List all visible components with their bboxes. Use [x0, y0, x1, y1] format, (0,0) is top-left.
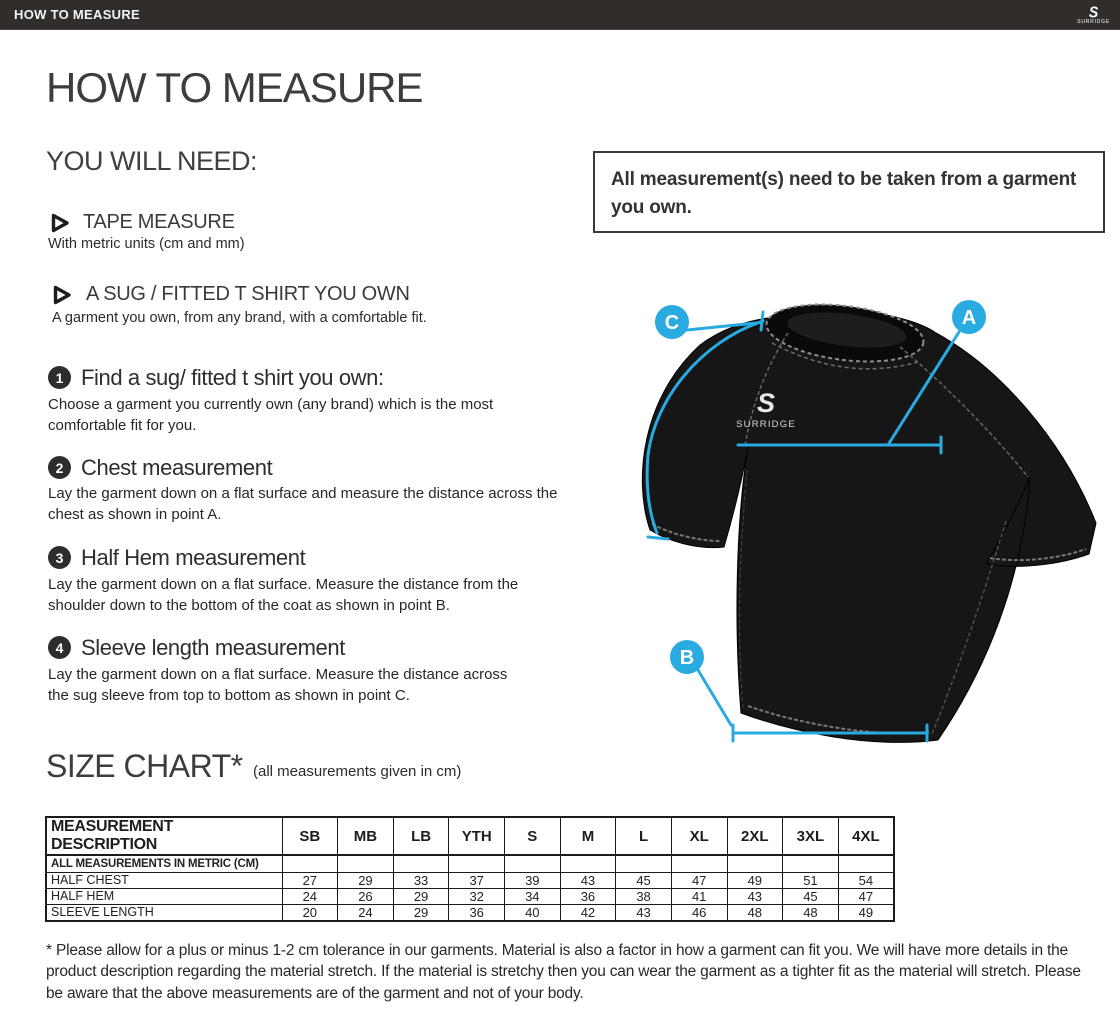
need-item-title: TAPE MEASURE: [83, 211, 235, 233]
value-cell: 29: [393, 888, 449, 904]
column-header: LB: [393, 817, 449, 855]
value-cell: 43: [616, 904, 672, 921]
label-c: C: [664, 312, 680, 334]
value-cell: 29: [393, 904, 449, 921]
value-cell: 37: [449, 872, 505, 888]
tolerance-footnote: * Please allow for a plus or minus 1-2 cm tolerance in our garments. Material is also a factor in how a garment can fit you. We will have more details in the product description regarding the material stretch. If the material is stretchy then you can wear the garment as a tighter fit as the material will stretch. Please be aware that the above measurements are of the garment and not of your body.: [46, 942, 1081, 1002]
size-chart-subtitle: (all measurements given in cm): [253, 763, 462, 780]
value-cell: 27: [282, 872, 338, 888]
column-header: XL: [671, 817, 727, 855]
value-cell: 36: [449, 904, 505, 921]
value-cell: 48: [783, 904, 839, 921]
label-connector-b: [698, 670, 731, 725]
value-cell: 42: [560, 904, 616, 921]
value-cell: 20: [282, 904, 338, 921]
row-label: SLEEVE LENGTH: [46, 904, 282, 921]
empty-cell: [616, 855, 672, 872]
table-row: [46, 904, 894, 921]
step-title: Find a sug/ fitted t shirt you own:: [81, 365, 384, 390]
label-b: B: [679, 647, 695, 669]
shirt-logo-word: SURRIDGE: [736, 419, 796, 430]
step-description: Lay the garment down on a flat surface. Measure the distance from the shoulder down to the bottom of the coat as shown in point B.: [48, 576, 519, 614]
surridge-logo-mark-icon: S: [1088, 2, 1099, 21]
empty-cell: [838, 855, 894, 872]
step-number-badge: 4: [48, 636, 71, 659]
step-number-badge: 1: [48, 366, 71, 389]
size-chart-heading: SIZE CHART*: [46, 748, 243, 784]
step-number-badge: 3: [48, 546, 71, 569]
value-cell: 39: [505, 872, 561, 888]
value-cell: 49: [838, 904, 894, 921]
value-cell: 54: [838, 872, 894, 888]
value-cell: 48: [727, 904, 783, 921]
play-triangle-icon: [50, 213, 70, 233]
empty-cell: [505, 855, 561, 872]
tshirt-measurement-diagram: [580, 280, 1120, 780]
value-cell: 32: [449, 888, 505, 904]
measure-tick-c-top: [761, 312, 763, 330]
value-cell: 29: [338, 872, 394, 888]
value-cell: 47: [838, 888, 894, 904]
value-cell: 34: [505, 888, 561, 904]
column-header: L: [616, 817, 672, 855]
value-cell: 33: [393, 872, 449, 888]
row-label: HALF HEM: [46, 888, 282, 904]
value-cell: 45: [616, 872, 672, 888]
value-cell: 38: [616, 888, 672, 904]
surridge-logo-word: SURRIDGE: [1077, 18, 1110, 25]
step-title: Chest measurement: [81, 455, 273, 480]
value-cell: 40: [505, 904, 561, 921]
metric-note-row: [46, 855, 894, 872]
step-description: Lay the garment down on a flat surface and measure the distance across the chest as shown in point A.: [48, 485, 558, 523]
empty-cell: [449, 855, 505, 872]
top-bar: [0, 0, 1120, 30]
step-description: Lay the garment down on a flat surface. Measure the distance across the sug sleeve from top to bottom as shown in point C.: [48, 666, 508, 704]
table-row: [46, 872, 894, 888]
you-will-need-heading: YOU WILL NEED:: [46, 146, 258, 176]
step-number-badge: 2: [48, 456, 71, 479]
size-chart-header-row: [46, 817, 894, 855]
play-triangle-icon: [52, 285, 72, 305]
column-header: YTH: [449, 817, 505, 855]
measurement-note-text: All measurement(s) need to be taken from a garment you own.: [611, 169, 1077, 218]
value-cell: 43: [727, 888, 783, 904]
need-item-title: A SUG / FITTED T SHIRT YOU OWN: [86, 283, 410, 305]
column-header: 3XL: [783, 817, 839, 855]
value-cell: 49: [727, 872, 783, 888]
empty-cell: [282, 855, 338, 872]
top-bar-title: HOW TO MEASURE: [14, 7, 141, 22]
value-cell: 46: [671, 904, 727, 921]
column-header: MB: [338, 817, 394, 855]
value-cell: 41: [671, 888, 727, 904]
step-description: Choose a garment you currently own (any brand) which is the most comfortable fit for you.: [48, 396, 494, 434]
table-row: [46, 888, 894, 904]
value-cell: 43: [560, 872, 616, 888]
step-title: Sleeve length measurement: [81, 635, 345, 660]
step-title: Half Hem measurement: [81, 545, 306, 570]
column-header: MEASUREMENT DESCRIPTION: [46, 817, 282, 855]
value-cell: 26: [338, 888, 394, 904]
value-cell: 24: [338, 904, 394, 921]
column-header: S: [505, 817, 561, 855]
value-cell: 24: [282, 888, 338, 904]
metric-note-cell: ALL MEASUREMENTS IN METRIC (CM): [46, 855, 282, 872]
measurement-note-box: [593, 151, 1105, 233]
value-cell: 45: [783, 888, 839, 904]
need-item-desc: With metric units (cm and mm): [48, 236, 245, 252]
measure-tick-c-bottom: [648, 537, 668, 539]
tshirt-silhouette: [642, 309, 1096, 742]
value-cell: 47: [671, 872, 727, 888]
empty-cell: [671, 855, 727, 872]
empty-cell: [560, 855, 616, 872]
column-header: M: [560, 817, 616, 855]
row-label: HALF CHEST: [46, 872, 282, 888]
label-a: A: [961, 307, 977, 329]
size-chart-table: [45, 816, 895, 922]
empty-cell: [727, 855, 783, 872]
empty-cell: [338, 855, 394, 872]
surridge-logo: [1077, 2, 1110, 25]
value-cell: 36: [560, 888, 616, 904]
empty-cell: [783, 855, 839, 872]
page-title: HOW TO MEASURE: [46, 64, 423, 111]
column-header: 4XL: [838, 817, 894, 855]
need-item-desc: A garment you own, from any brand, with a comfortable fit.: [52, 310, 427, 326]
empty-cell: [393, 855, 449, 872]
shirt-logo-mark: S: [756, 388, 776, 418]
column-header: 2XL: [727, 817, 783, 855]
value-cell: 51: [783, 872, 839, 888]
column-header: SB: [282, 817, 338, 855]
